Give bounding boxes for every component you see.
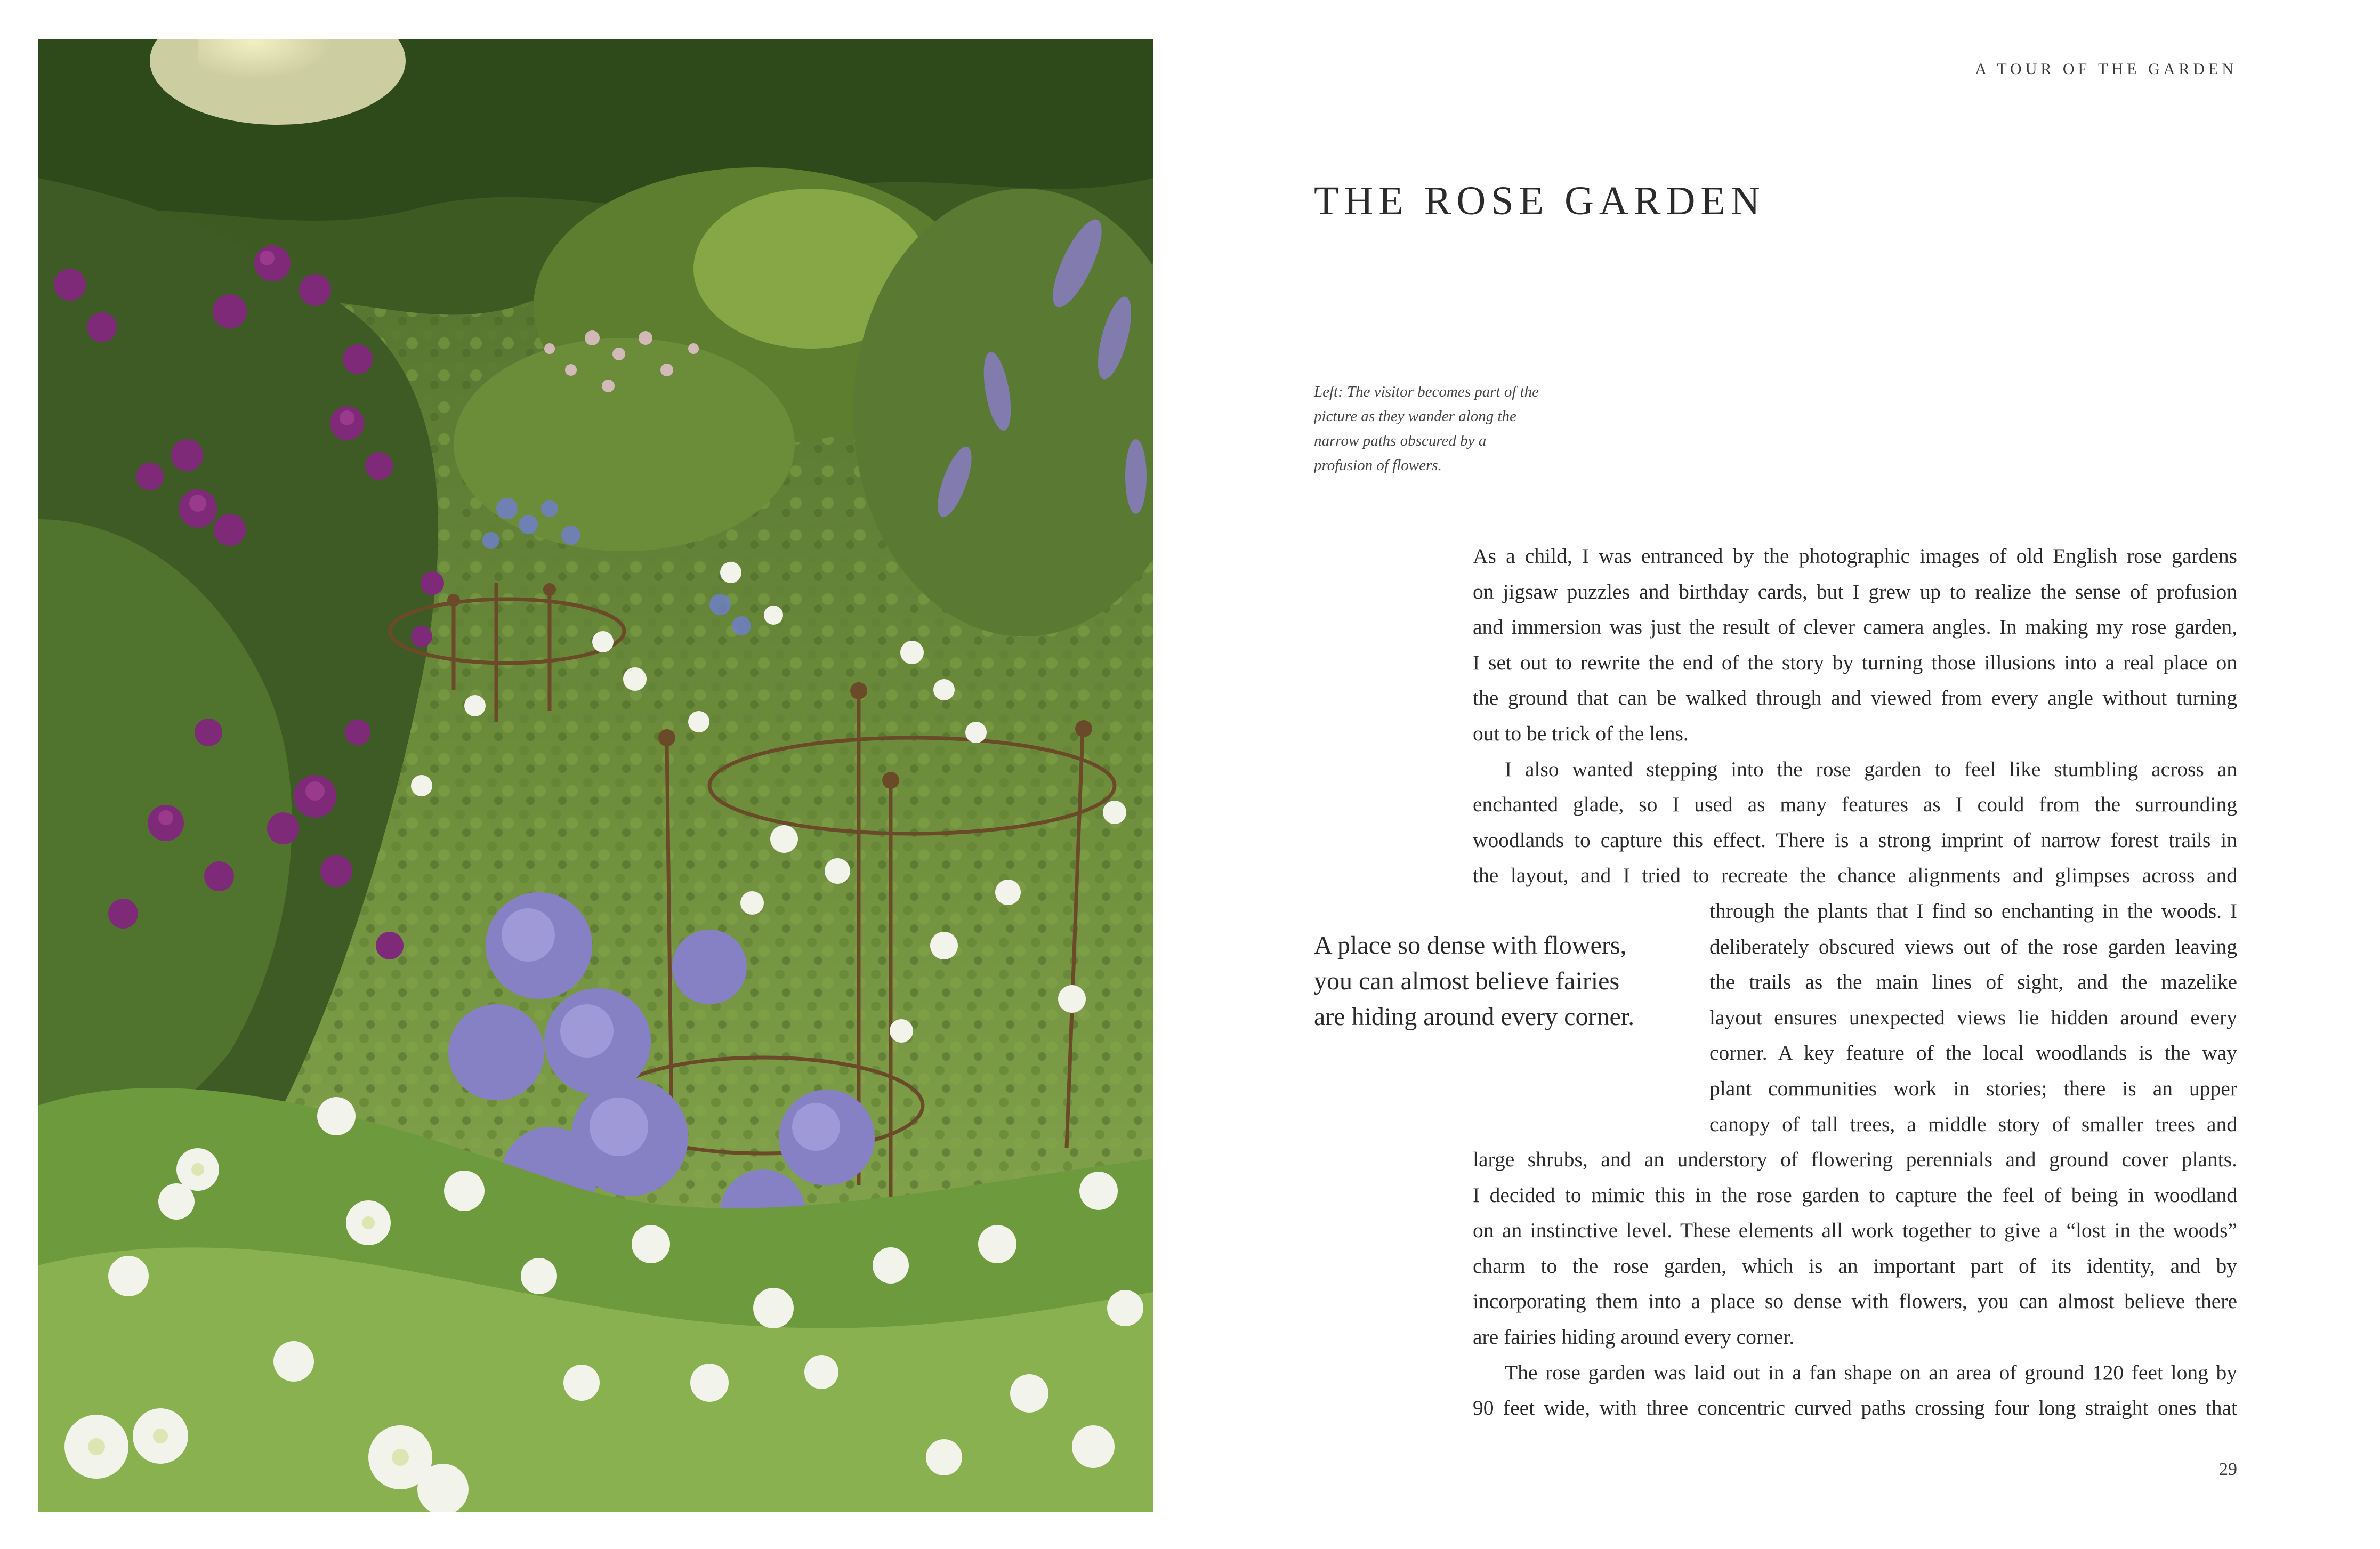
body-line: large shrubs, and an understory of flowering perennials and ground cover plants. [1473, 1148, 2237, 1172]
body-line: on jigsaw puzzles and birthday cards, but I grew up to realize the sense of profusion [1473, 579, 2237, 603]
body-line: corner. A key feature of the local woodlands is the way [1709, 1041, 2237, 1065]
chapter-title: THE ROSE GARDEN [1314, 179, 1765, 223]
body-line: 90 feet wide, with three concentric curved paths crossing four long straight ones that [1473, 1396, 2237, 1420]
body-line: plant communities work in stories; there is an upper [1709, 1076, 2237, 1100]
body-line: I decided to mimic this in the rose garden to capture the feel of being in woodland [1473, 1183, 2237, 1207]
body-line: layout ensures unexpected views lie hidden around every [1709, 1005, 2237, 1029]
body-line: I also wanted stepping into the rose garden to feel like stumbling across an [1505, 757, 2237, 781]
garden-photo [38, 39, 1153, 1512]
pull-quote-line: you can almost believe fairies [1314, 967, 1620, 995]
body-line: deliberately obscured views out of the rose garden leaving [1709, 934, 2237, 958]
photo-caption: Left: The visitor becomes part of the picture as they wander along the narrow paths obscured by a profusion of flowers. [1314, 383, 1539, 474]
body-line: through the plants that I find so enchanting in the woods. I [1709, 899, 2237, 923]
body-line: I set out to rewrite the end of the story by turning those illusions into a real place on [1473, 650, 2237, 674]
pull-quote-line: are hiding around every corner. [1314, 1003, 1635, 1031]
body-line: the layout, and I tried to recreate the chance alignments and glimpses across and [1473, 864, 2237, 888]
body-line: on an instinctive level. These elements all work together to give a “lost in the woods” [1473, 1219, 2237, 1243]
running-head: A TOUR OF THE GARDEN [1975, 60, 2237, 78]
body-line: enchanted glade, so I used as many features as I could from the surrounding [1473, 793, 2237, 817]
body-line: out to be trick of the lens. [1473, 721, 1689, 745]
pull-quote-line: A place so dense with flowers, [1314, 931, 1627, 959]
body-line: incorporating them into a place so dense with flowers, you can almost believe there [1473, 1289, 2237, 1313]
body-line: woodlands to capture this effect. There is a strong imprint of narrow forest trails in [1473, 828, 2237, 852]
body-line: charm to the rose garden, which is an important part of its identity, and by [1473, 1254, 2237, 1278]
page-number: 29 [2219, 1459, 2237, 1479]
body-line: are fairies hiding around every corner. [1473, 1325, 1795, 1349]
body-line: the ground that can be walked through and viewed from every angle without turning [1473, 686, 2237, 710]
body-line: the trails as the main lines of sight, and the mazelike [1709, 970, 2237, 994]
body-text [1473, 538, 2237, 1426]
body-line: and immersion was just the result of clever camera angles. In making my rose garden, [1473, 615, 2237, 639]
body-line: As a child, I was entranced by the photographic images of old English rose gardens [1473, 544, 2237, 568]
garden-photo-illustration [38, 39, 1153, 1512]
body-line: canopy of tall trees, a middle story of smaller trees and [1709, 1112, 2237, 1136]
body-line: The rose garden was laid out in a fan shape on an area of ground 120 feet long by [1505, 1360, 2237, 1384]
